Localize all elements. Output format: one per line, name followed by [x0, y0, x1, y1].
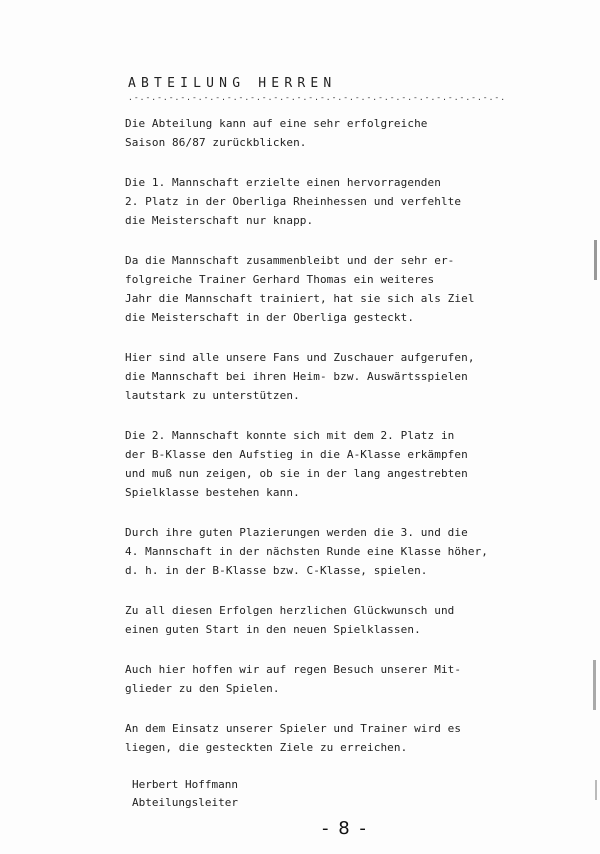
paragraph: Hier sind alle unsere Fans und Zuschauer aufgerufen, die Mannschaft bei ihren Heim- bzw. Auswärtsspielen lautstark zu unterstützen.	[125, 351, 475, 402]
signature-title: Abteilungsleiter	[132, 796, 238, 809]
signature-block	[132, 776, 238, 812]
page-number: - 8 -	[322, 818, 368, 839]
section-heading: ABTEILUNG HERREN	[128, 76, 337, 91]
paragraph: Zu all diesen Erfolgen herzlichen Glückwunsch und einen guten Start in den neuen Spielklassen.	[125, 604, 455, 636]
scan-mark	[595, 780, 597, 800]
article-body	[125, 114, 525, 778]
signature-name: Herbert Hoffmann	[132, 778, 238, 791]
paragraph: Die Abteilung kann auf eine sehr erfolgreiche Saison 86/87 zurückblicken.	[125, 117, 428, 149]
heading-dashed-underline: .-.-.-.-.-.-.-.-.-.-.-.-.-.-.-.-.-.-.-.-.-.-.-.-.-.-.-.-.-.-.-.-.	[128, 93, 507, 102]
paragraph: Die 1. Mannschaft erzielte einen hervorragenden 2. Platz in der Oberliga Rheinhessen und verfehlte die Meisterschaft nur knapp.	[125, 176, 462, 227]
paragraph: Die 2. Mannschaft konnte sich mit dem 2. Platz in der B-Klasse den Aufstieg in die A-Klasse erkämpfen und muß nun zeigen, ob sie in der lang angestrebten Spielklasse bestehen kann.	[125, 429, 468, 499]
paragraph: An dem Einsatz unserer Spieler und Trainer wird es liegen, die gesteckten Ziele zu erreichen.	[125, 722, 462, 754]
paragraph: Durch ihre guten Plazierungen werden die 3. und die 4. Mannschaft in der nächsten Runde eine Klasse höher, d. h. in der B-Klasse bzw. C-Klasse, spielen.	[125, 526, 489, 577]
paragraph: Auch hier hoffen wir auf regen Besuch unserer Mit- glieder zu den Spielen.	[125, 663, 462, 695]
scan-mark	[593, 660, 596, 710]
paragraph: Da die Mannschaft zusammenbleibt und der sehr er- folgreiche Trainer Gerhard Thomas ein weiteres Jahr die Mannschaft trainiert, hat sie sich als Ziel die Meisterschaft in der Oberliga gesteckt.	[125, 254, 475, 324]
scan-mark	[594, 240, 597, 280]
